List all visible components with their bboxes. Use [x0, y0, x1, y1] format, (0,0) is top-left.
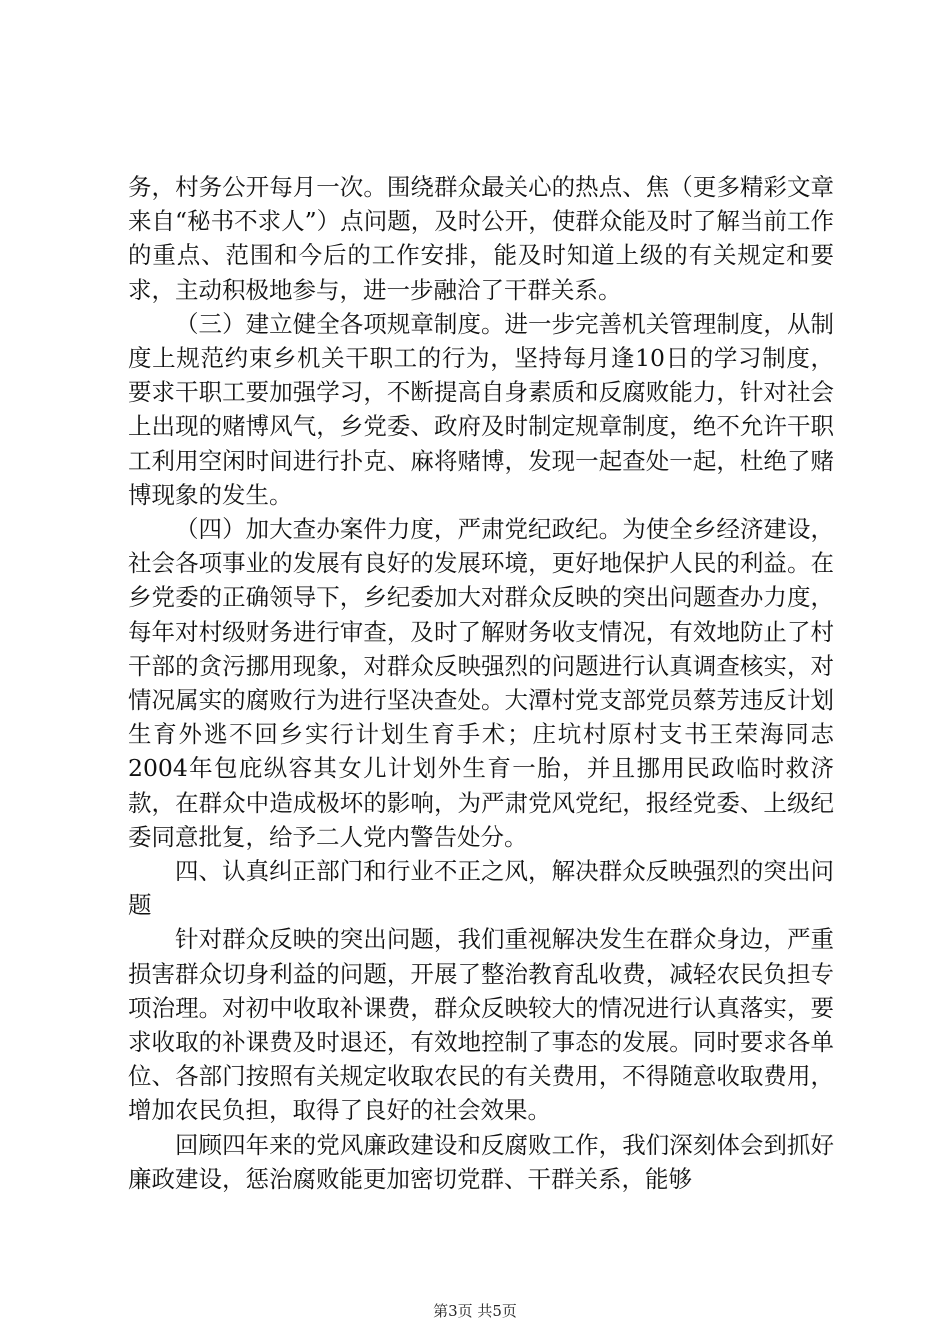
paragraph-review: 回顾四年来的党风廉政建设和反腐败工作，我们深刻体会到抓好廉政建设，惩治腐败能更加密切党群、干群关系，能够: [128, 1130, 834, 1193]
paragraph-case-handling: （四）加大查办案件力度，严肃党纪政纪。为使全乡经济建设，社会各项事业的发展有良好的发展环境，更好地保护人民的利益。在乡党委的正确领导下，乡纪委加大对群众反映的突出问题查办力度，每年对村级财务进行审查，及时了解财务收支情况，有效地防止了村干部的贪污挪用现象，对群众反映强烈的问题进行认真调查核实，对情况属实的腐败行为进行坚决查处。大潭村党支部党员蔡芳违反计划生育外逃不回乡实行计划生育手术；庄坑村原村支书王荣海同志2004年包庇纵容其女儿计划外生育一胎，并且挪用民政临时救济款，在群众中造成极坏的影响，为严肃党风党纪，报经党委、上级纪委同意批复，给予二人党内警告处分。: [128, 515, 834, 851]
page-number-footer: 第3页 共5页: [433, 1302, 517, 1320]
document-body: [128, 170, 834, 1196]
paragraph-fee-rectification: 针对群众反映的突出问题，我们重视解决发生在群众身边，严重损害群众切身利益的问题，开展了整治教育乱收费，减轻农民负担专项治理。对初中收取补课费，群众反映较大的情况进行认真落实，要求收取的补课费及时退还，有效地控制了事态的发展。同时要求各单位、各部门按照有关规定收取农民的有关费用，不得随意收取费用，增加农民负担，取得了良好的社会效果。: [128, 925, 834, 1125]
section-heading-four: 四、认真纠正部门和行业不正之风，解决群众反映强烈的突出问题: [128, 857, 834, 920]
paragraph-village-affairs: 务，村务公开每月一次。围绕群众最关心的热点、焦（更多精彩文章来自“秘书不求人”）点问题，及时公开，使群众能及时了解当前工作的重点、范围和今后的工作安排，能及时知道上级的有关规定和要求，主动积极地参与，进一步融洽了干群关系。: [128, 173, 834, 304]
paragraph-rules-system: （三）建立健全各项规章制度。进一步完善机关管理制度，从制度上规范约束乡机关干职工的行为，坚持每月逢10日的学习制度，要求干职工要加强学习，不断提高自身素质和反腐败能力，针对社会上出现的赌博风气，乡党委、政府及时制定规章制度，绝不允许干职工利用空闲时间进行扑克、麻将赌博，发现一起查处一起，杜绝了赌博现象的发生。: [128, 309, 834, 509]
